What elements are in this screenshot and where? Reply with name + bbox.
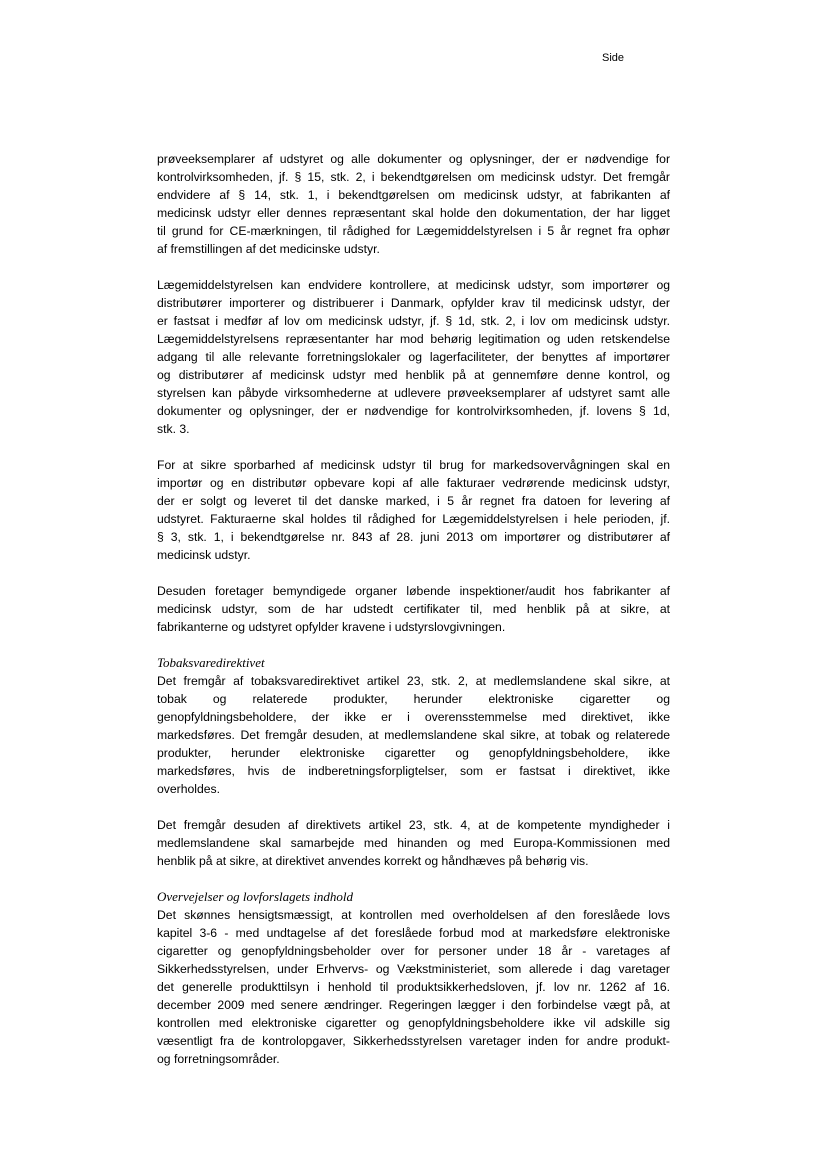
text-line: Desuden foretager bemyndigede organer løbende inspektioner/audit hos fabrikanter af: [157, 584, 670, 598]
text-line: For at sikre sporbarhed af medicinsk udstyr til brug for markedsovervågningen skal en: [157, 458, 670, 472]
text-line: er fastsat i medfør af lov om medicinsk udstyr, jf. § 1d, stk. 2, i lov om medicinsk udstyr.: [157, 314, 670, 328]
text-line: endvidere af § 14, stk. 1, i bekendtgørelsen om medicinsk udstyr, at fabrikanten af: [157, 188, 670, 202]
text-line: udstyret. Fakturaerne skal holdes til rådighed for Lægemiddelstyrelsen i hele perioden, jf.: [157, 512, 670, 526]
text-line: produkter, herunder elektroniske cigaretter og genopfyldningsbeholdere, ikke: [157, 746, 670, 760]
text-line: det generelle produkttilsyn i henhold til produktsikkerhedsloven, jf. lov nr. 1262 af 16.: [157, 980, 670, 994]
paragraph: [157, 150, 670, 258]
text-line: der er solgt og leveret til det danske marked, i 5 år regnet fra datoen for levering af: [157, 494, 670, 508]
text-line: Lægemiddelstyrelsen kan endvidere kontrollere, at medicinsk udstyr, som importører og: [157, 278, 670, 292]
text-line: Lægemiddelstyrelsens repræsentanter har mod behørig legitimation og uden retskendelse: [157, 332, 670, 346]
text-line: markedsføres. Det fremgår desuden, at medlemslandene skal sikre, at tobak og relaterede: [157, 728, 670, 742]
paragraph: [157, 456, 670, 564]
text-line: adgang til alle relevante forretningslokaler og lagerfaciliteter, der benyttes af importører: [157, 350, 670, 364]
text-line: og distributører af medicinsk udstyr med henblik på at gennemføre denne kontrol, og: [157, 368, 670, 382]
section: [157, 654, 670, 798]
text-line: tobak og relaterede produkter, herunder elektroniske cigaretter og: [157, 692, 670, 706]
page-header-label: Side: [602, 52, 625, 64]
text-line: Det skønnes hensigtsmæssigt, at kontrollen med overholdelsen af den foreslåede lovs: [157, 908, 670, 922]
document-body: [157, 150, 670, 1086]
text-line: Sikkerhedsstyrelsen, under Erhvervs- og Vækstministeriet, som allerede i dag varetager: [157, 962, 670, 976]
text-line: distributører importerer og distribuerer i Danmark, opfylder krav til medicinsk udstyr, der: [157, 296, 670, 310]
text-line: henblik på at sikre, at direktivet anvendes korrekt og håndhæves på behørig vis.: [157, 854, 589, 868]
text-line: stk. 3.: [157, 422, 190, 436]
text-line: kapitel 3-6 - med undtagelse af det foreslåede forbud mod at markedsføre elektroniske: [157, 926, 670, 940]
text-line: væsentligt fra de kontrolopgaver, Sikkerhedsstyrelsen varetager inden for andre produkt-: [157, 1034, 670, 1048]
text-line: medicinsk udstyr eller dennes repræsentant skal holde den dokumentation, der har ligget: [157, 206, 670, 220]
paragraph: [157, 816, 670, 870]
text-line: importør og en distributør opbevare kopi af alle fakturaer vedrørende medicinsk udstyr,: [157, 476, 670, 490]
text-line: § 3, stk. 1, i bekendtgørelse nr. 843 af 28. juni 2013 om importører og distributører af: [157, 530, 670, 544]
paragraph: [157, 582, 670, 636]
section-heading: Overvejelser og lovforslagets indhold: [157, 889, 354, 904]
text-line: styrelsen kan påbyde virksomhederne at udlevere prøveeksemplarer af udstyret samt alle: [157, 386, 670, 400]
text-line: genopfyldningsbeholdere, der ikke er i overensstemmelse med direktivet, ikke: [157, 710, 670, 724]
text-line: medicinsk udstyr, som de har udstedt certifikater til, med henblik på at sikre, at: [157, 602, 670, 616]
text-line: markedsføres, hvis de indberetningsforpligtelser, som er fastsat i direktivet, ikke: [157, 764, 670, 778]
section-heading: Tobaksvaredirektivet: [157, 655, 265, 670]
section: [157, 888, 670, 1068]
text-line: fabrikanterne og udstyret opfylder kravene i udstyrslovgivningen.: [157, 620, 506, 634]
text-line: overholdes.: [157, 782, 221, 796]
text-line: af fremstillingen af det medicinske udstyr.: [157, 242, 380, 256]
text-line: dokumenter og oplysninger, der er nødvendige for kontrolvirksomheden, jf. lovens § 1d,: [157, 404, 670, 418]
text-line: kontrolvirksomheden, jf. § 15, stk. 2, i bekendtgørelsen om medicinsk udstyr. Det fremgår: [157, 170, 670, 184]
text-line: december 2009 med senere ændringer. Regeringen lægger i den forbindelse vægt på, at: [157, 998, 670, 1012]
text-line: Det fremgår af tobaksvaredirektivet artikel 23, stk. 2, at medlemslandene skal sikre, at: [157, 674, 670, 688]
text-line: prøveeksemplarer af udstyret og alle dokumenter og oplysninger, der er nødvendige for: [157, 152, 670, 166]
text-line: kontrollen med elektroniske cigaretter og genopfyldningsbeholdere ikke vil adskille sig: [157, 1016, 670, 1030]
text-line: medicinsk udstyr.: [157, 548, 251, 562]
text-line: Det fremgår desuden af direktivets artikel 23, stk. 4, at de kompetente myndigheder i: [157, 818, 670, 832]
text-line: medlemslandene skal samarbejde med hinanden og med Europa-Kommissionen med: [157, 836, 670, 850]
text-line: og forretningsområder.: [157, 1052, 280, 1066]
paragraph: [157, 276, 670, 438]
text-line: cigaretter og genopfyldningsbeholder over for personer under 18 år - varetages af: [157, 944, 670, 958]
text-line: til grund for CE-mærkningen, til rådighed for Lægemiddelstyrelsen i 5 år regnet fra ophør: [157, 224, 670, 238]
